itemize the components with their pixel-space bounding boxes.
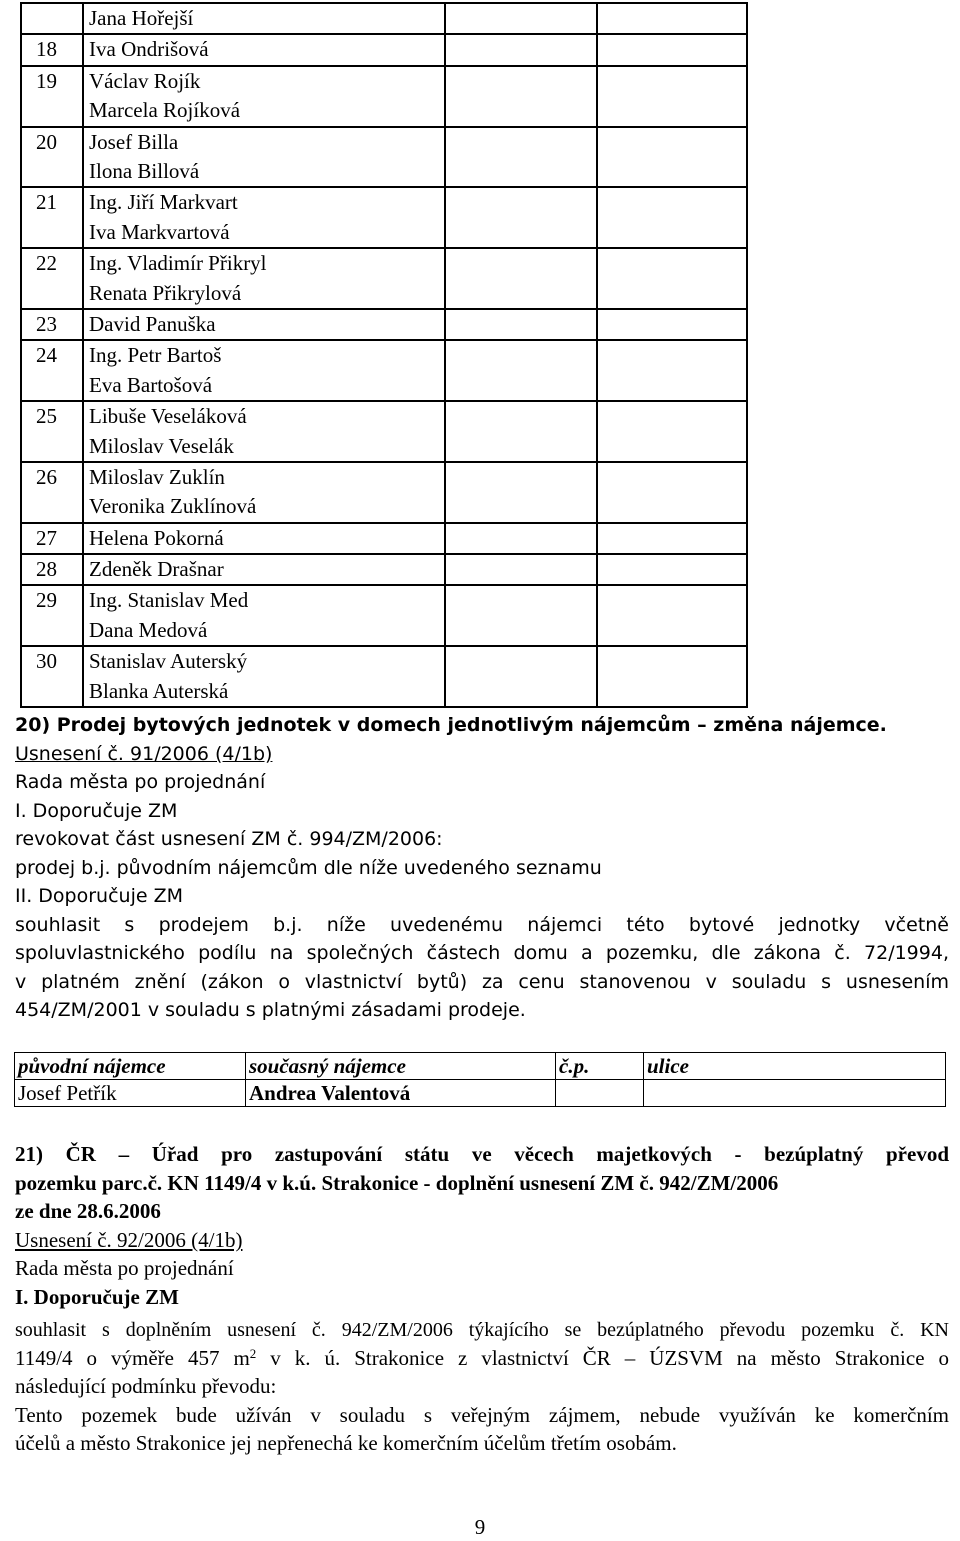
empty-cell xyxy=(597,340,747,401)
owners-row xyxy=(21,127,747,188)
owner-name: Ing. Stanislav Med xyxy=(89,588,249,613)
owner-name: Stanislav Auterský xyxy=(89,649,248,674)
section-20-council: Rada města po projednání xyxy=(15,771,266,793)
owners-row xyxy=(21,34,747,65)
empty-cell xyxy=(597,401,747,462)
owner-names xyxy=(83,462,445,523)
owners-row xyxy=(21,585,747,646)
owner-names xyxy=(83,248,445,309)
section-21-title-line1: 21) ČR – Úřad pro zastupování státu ve věcech majetkových - bezúplatný převod xyxy=(15,1142,949,1166)
owner-name: Renata Přikrylová xyxy=(89,280,242,305)
owners-row xyxy=(21,646,747,707)
owner-name: Blanka Auterská xyxy=(89,678,229,703)
empty-cell xyxy=(445,401,597,462)
owner-name: Helena Pokorná xyxy=(89,525,224,550)
empty-cell xyxy=(445,248,597,309)
row-number xyxy=(21,3,83,34)
section-20-resolution: Usnesení č. 91/2006 (4/1b) xyxy=(15,743,273,765)
current-tenant-cell: Andrea Valentová xyxy=(246,1080,556,1107)
section-20-point2: II. Doporučuje ZM xyxy=(15,885,183,907)
section-20-point2-line4: 454/ZM/2001 v souladu s platnými zásadami prodeje. xyxy=(15,999,526,1021)
row-number: 20 xyxy=(21,127,83,188)
header-house-number: č.p. xyxy=(556,1053,644,1080)
owners-table xyxy=(20,2,748,708)
street-cell xyxy=(644,1080,946,1107)
owner-name: Jana Hořejší xyxy=(89,6,194,30)
section-21-text-line4: Tento pozemek bude užíván v souladu s veřejným zájmem, nebude využíván ke komerčním xyxy=(15,1403,949,1427)
section-21-point1: I. Doporučuje ZM xyxy=(15,1285,179,1309)
owner-name: Miloslav Zuklín xyxy=(89,464,225,489)
owner-name: Marcela Rojíková xyxy=(89,98,241,123)
empty-cell xyxy=(445,66,597,127)
owners-row xyxy=(21,309,747,340)
section-21 xyxy=(15,1142,949,1460)
row-number: 21 xyxy=(21,187,83,248)
section-21-text-line3: následující podmínku převodu: xyxy=(15,1374,277,1398)
row-number: 24 xyxy=(21,340,83,401)
owner-name: Ilona Billová xyxy=(89,158,200,183)
empty-cell xyxy=(445,462,597,523)
owners-row xyxy=(21,401,747,462)
row-number: 28 xyxy=(21,554,83,585)
owner-names xyxy=(83,187,445,248)
empty-cell xyxy=(445,523,597,554)
row-number: 29 xyxy=(21,585,83,646)
owner-names xyxy=(83,309,445,340)
empty-cell xyxy=(597,309,747,340)
section-21-text-line5: účelů a město Strakonice jej nepřenechá ke komerčním účelům třetím osobám. xyxy=(15,1431,677,1455)
empty-cell xyxy=(445,127,597,188)
row-number: 25 xyxy=(21,401,83,462)
owner-names xyxy=(83,127,445,188)
owner-names xyxy=(83,554,445,585)
empty-cell xyxy=(597,127,747,188)
section-20-point2-line1: souhlasit s prodejem b.j. níže uvedenému nájemci této bytové jednotky včetně xyxy=(15,914,949,936)
owners-row xyxy=(21,66,747,127)
empty-cell xyxy=(445,187,597,248)
section-20-point1: I. Doporučuje ZM xyxy=(15,800,178,822)
section-21-resolution: Usnesení č. 92/2006 (4/1b) xyxy=(15,1228,243,1252)
section-20-point2-line3: v platném znění (zákon o vlastnictví bytů) za cenu stanovenou v souladu s usnesením xyxy=(15,971,949,993)
empty-cell xyxy=(597,187,747,248)
owners-row xyxy=(21,187,747,248)
empty-cell xyxy=(597,248,747,309)
empty-cell xyxy=(445,554,597,585)
empty-cell xyxy=(597,462,747,523)
empty-cell xyxy=(597,646,747,707)
area-unit-exponent: 2 xyxy=(249,1346,257,1361)
section-20-point2-line2: spoluvlastnického podílu na společných částech domu a pozemku, dle zákona č. 72/1994, xyxy=(15,942,949,964)
tenants-table xyxy=(14,1052,946,1107)
owner-name: Ing. Vladimír Přikryl xyxy=(89,251,267,276)
empty-cell xyxy=(597,3,747,34)
section-21-title-line3: ze dne 28.6.2006 xyxy=(15,1199,161,1223)
section-20-point1-text2: prodej b.j. původním nájemcům dle níže uvedeného seznamu xyxy=(15,857,602,879)
empty-cell xyxy=(597,523,747,554)
owner-names xyxy=(83,340,445,401)
owner-names xyxy=(83,585,445,646)
owners-row xyxy=(21,554,747,585)
owner-name: Veronika Zuklínová xyxy=(89,494,257,519)
owner-name: Josef Billa xyxy=(89,129,179,154)
header-original-tenant: původní nájemce xyxy=(15,1053,246,1080)
owner-name: David Panuška xyxy=(89,311,216,336)
tenants-header-row xyxy=(15,1053,946,1080)
row-number: 30 xyxy=(21,646,83,707)
section-21-text-line1: souhlasit s doplněním usnesení č. 942/ZM/2006 týkajícího se bezúplatného převodu pozemku č. KN xyxy=(15,1319,949,1341)
tenants-data-row xyxy=(15,1080,946,1107)
row-number: 26 xyxy=(21,462,83,523)
owner-names xyxy=(83,523,445,554)
area-text: 1149/4 o výměře 457 m xyxy=(15,1346,250,1370)
empty-cell xyxy=(445,34,597,65)
empty-cell xyxy=(445,3,597,34)
empty-cell xyxy=(445,340,597,401)
header-street: ulice xyxy=(644,1053,946,1080)
row-number: 19 xyxy=(21,66,83,127)
header-current-tenant: současný nájemce xyxy=(246,1053,556,1080)
empty-cell xyxy=(597,554,747,585)
area-text-rest: v k. ú. Strakonice z vlastnictví ČR – ÚZSVM na město Strakonice o xyxy=(256,1346,950,1370)
owner-names xyxy=(83,66,445,127)
owner-name: Miloslav Veselák xyxy=(89,433,234,458)
owner-names xyxy=(83,3,445,34)
empty-cell xyxy=(597,585,747,646)
row-number: 18 xyxy=(21,34,83,65)
owners-row xyxy=(21,3,747,34)
section-20-point1-text1: revokovat část usnesení ZM č. 994/ZM/2006: xyxy=(15,828,443,850)
owner-name: Iva Markvartová xyxy=(89,219,230,244)
owner-name: Iva Ondrišová xyxy=(89,37,209,62)
section-21-council: Rada města po projednání xyxy=(15,1256,234,1280)
page-number: 9 xyxy=(474,1515,486,1539)
owner-name: Dana Medová xyxy=(89,617,208,642)
section-20 xyxy=(15,714,949,1028)
section-21-title-line2: pozemku parc.č. KN 1149/4 v k.ú. Strakonice - doplnění usnesení ZM č. 942/ZM/2006 xyxy=(15,1171,779,1195)
owners-row xyxy=(21,462,747,523)
section-21-text-line2 xyxy=(15,1346,949,1374)
owner-name: Eva Bartošová xyxy=(89,372,213,397)
owner-name: Ing. Petr Bartoš xyxy=(89,343,222,368)
owner-name: Libuše Veseláková xyxy=(89,404,247,429)
owner-name: Zdeněk Drašnar xyxy=(89,557,224,582)
owner-name: Václav Rojík xyxy=(89,68,201,93)
original-tenant-cell: Josef Petřík xyxy=(15,1080,246,1107)
owner-name: Ing. Jiří Markvart xyxy=(89,190,238,215)
owner-names xyxy=(83,401,445,462)
row-number: 23 xyxy=(21,309,83,340)
section-20-title: 20) Prodej bytových jednotek v domech jednotlivým nájemcům – změna nájemce. xyxy=(15,714,887,736)
row-number: 22 xyxy=(21,248,83,309)
empty-cell xyxy=(597,34,747,65)
owners-row xyxy=(21,340,747,401)
empty-cell xyxy=(445,309,597,340)
owner-names xyxy=(83,34,445,65)
row-number: 27 xyxy=(21,523,83,554)
owner-names xyxy=(83,646,445,707)
owners-row xyxy=(21,248,747,309)
empty-cell xyxy=(445,646,597,707)
empty-cell xyxy=(597,66,747,127)
house-number-cell xyxy=(556,1080,644,1107)
empty-cell xyxy=(445,585,597,646)
owners-row xyxy=(21,523,747,554)
